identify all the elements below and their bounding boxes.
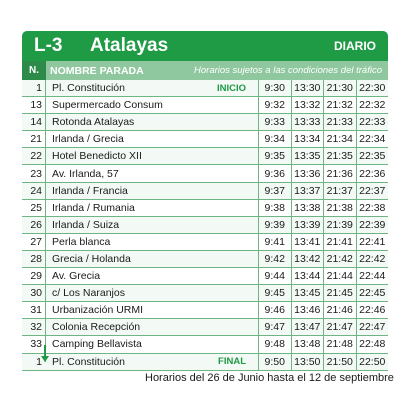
departure-time-4: 22:48	[356, 336, 389, 352]
stop-name: Hotel Benedicto XII	[52, 150, 142, 163]
route-name: Atalayas	[90, 35, 169, 56]
stop-name: Rotonda Atalayas	[52, 116, 135, 129]
stop-number: 29	[30, 270, 42, 283]
stop-number: 31	[30, 304, 42, 317]
stop-tag: INICIO	[216, 82, 246, 94]
departure-time-3: 21:32	[323, 97, 356, 113]
departure-time-4: 22:39	[356, 217, 389, 233]
departure-time-2: 13:50	[291, 354, 324, 370]
departure-time-3: 21:38	[323, 200, 356, 216]
departure-time-3: 21:36	[323, 165, 356, 181]
stop-number: 26	[30, 218, 42, 231]
stop-number: 14	[30, 116, 42, 129]
timetable	[22, 80, 388, 371]
table-row	[22, 165, 388, 182]
departure-time-1: 9:36	[258, 165, 291, 181]
departure-time-1: 9:48	[258, 336, 291, 352]
stop-name: Av. Grecia	[52, 270, 101, 283]
departure-time-2: 13:38	[291, 200, 324, 216]
stop-number: 27	[30, 235, 42, 248]
departure-time-4: 22:38	[356, 200, 389, 216]
departure-time-2: 13:34	[291, 131, 324, 147]
column-header-number: N.	[22, 61, 46, 80]
table-row	[22, 302, 388, 319]
departure-time-4: 22:30	[356, 80, 389, 96]
departure-time-1: 9:39	[258, 217, 291, 233]
stop-number: 22	[30, 150, 42, 163]
stop-name: Grecia / Holanda	[52, 252, 131, 265]
departure-time-2: 13:47	[291, 319, 324, 335]
departure-time-2: 13:48	[291, 336, 324, 352]
departure-time-4: 22:32	[356, 97, 389, 113]
departure-time-2: 13:42	[291, 251, 324, 267]
departure-time-1: 9:41	[258, 234, 291, 250]
departure-time-2: 13:32	[291, 97, 324, 113]
departure-time-2: 13:37	[291, 183, 324, 199]
departure-time-3: 21:48	[323, 336, 356, 352]
stop-number: 32	[30, 321, 42, 334]
stop-name: Av. Irlanda, 57	[52, 167, 119, 180]
stop-name: Supermercado Consum	[52, 99, 163, 112]
departure-time-3: 21:45	[323, 285, 356, 301]
frequency-label: DIARIO	[334, 39, 376, 53]
departure-time-1: 9:30	[258, 80, 291, 96]
stop-number: 1	[36, 82, 42, 95]
stop-number: 24	[30, 184, 42, 197]
departure-time-2: 13:30	[291, 80, 324, 96]
stop-name: Pl. Constitución	[52, 355, 125, 368]
departure-time-3: 21:50	[323, 354, 356, 370]
departure-time-4: 22:37	[356, 183, 389, 199]
route-header	[22, 31, 388, 61]
departure-time-1: 9:32	[258, 97, 291, 113]
table-row	[22, 183, 388, 200]
table-row	[22, 200, 388, 217]
departure-time-3: 21:34	[323, 131, 356, 147]
departure-time-4: 22:42	[356, 251, 389, 267]
table-subheader	[22, 61, 388, 80]
stop-name: Irlanda / Rumania	[52, 201, 135, 214]
departure-time-1: 9:35	[258, 148, 291, 164]
departure-time-3: 21:37	[323, 183, 356, 199]
table-row	[22, 336, 388, 353]
departure-time-1: 9:42	[258, 251, 291, 267]
table-row	[22, 268, 388, 285]
departure-time-3: 21:42	[323, 251, 356, 267]
departure-time-2: 13:41	[291, 234, 324, 250]
departure-time-2: 13:46	[291, 302, 324, 318]
departure-time-3: 21:35	[323, 148, 356, 164]
departure-time-1: 9:45	[258, 285, 291, 301]
departure-time-1: 9:46	[258, 302, 291, 318]
stop-name: c/ Los Naranjos	[52, 287, 125, 300]
stop-number: 28	[30, 252, 42, 265]
table-row	[22, 131, 388, 148]
table-row	[22, 285, 388, 302]
validity-footnote: Horarios del 26 de Junio hasta el 12 de septiembre	[145, 372, 394, 384]
departure-time-4: 22:44	[356, 268, 389, 284]
stop-name: Perla blanca	[52, 235, 111, 248]
stop-name: Irlanda / Francia	[52, 184, 128, 197]
departure-time-2: 13:39	[291, 217, 324, 233]
stop-number-divider	[45, 80, 46, 362]
departure-time-3: 21:33	[323, 114, 356, 130]
departure-time-3: 21:44	[323, 268, 356, 284]
departure-time-4: 22:34	[356, 131, 389, 147]
stop-number: 1	[36, 355, 42, 368]
departure-time-4: 22:45	[356, 285, 389, 301]
departure-time-1: 9:33	[258, 114, 291, 130]
departure-time-2: 13:35	[291, 148, 324, 164]
stop-number: 23	[30, 167, 42, 180]
traffic-notice: Horarios sujetos a las condiciones del tráfico	[194, 65, 382, 76]
stop-number: 13	[30, 99, 42, 112]
departure-time-1: 9:44	[258, 268, 291, 284]
stop-tag: FINAL	[218, 356, 246, 368]
table-row	[22, 97, 388, 114]
table-row	[22, 217, 388, 234]
stop-name: Colonia Recepción	[52, 321, 141, 334]
direction-arrow-head-icon	[41, 356, 49, 362]
departure-time-1: 9:34	[258, 131, 291, 147]
stop-number: 30	[30, 287, 42, 300]
stop-number: 25	[30, 201, 42, 214]
departure-time-1: 9:37	[258, 183, 291, 199]
departure-time-4: 22:41	[356, 234, 389, 250]
departure-time-2: 13:45	[291, 285, 324, 301]
departure-time-1: 9:47	[258, 319, 291, 335]
departure-time-2: 13:44	[291, 268, 324, 284]
table-row	[22, 234, 388, 251]
departure-time-3: 21:46	[323, 302, 356, 318]
table-row	[22, 354, 388, 371]
departure-time-3: 21:47	[323, 319, 356, 335]
departure-time-4: 22:50	[356, 354, 389, 370]
route-code: L-3	[34, 35, 63, 56]
table-row	[22, 80, 388, 97]
stop-name: Irlanda / Grecia	[52, 133, 124, 146]
table-row	[22, 251, 388, 268]
table-row	[22, 148, 388, 165]
departure-time-3: 21:39	[323, 217, 356, 233]
departure-time-2: 13:36	[291, 165, 324, 181]
departure-time-1: 9:50	[258, 354, 291, 370]
table-row	[22, 114, 388, 131]
departure-time-4: 22:36	[356, 165, 389, 181]
stop-name: Camping Bellavista	[52, 338, 142, 351]
table-row	[22, 319, 388, 336]
departure-time-4: 22:33	[356, 114, 389, 130]
stop-number: 33	[30, 338, 42, 351]
departure-time-2: 13:33	[291, 114, 324, 130]
stop-name: Urbanización URMI	[52, 304, 144, 317]
column-header-stop-name: NOMBRE PARADA	[50, 64, 144, 77]
departure-time-4: 22:47	[356, 319, 389, 335]
departure-time-1: 9:38	[258, 200, 291, 216]
departure-time-3: 21:30	[323, 80, 356, 96]
stop-name: Irlanda / Suiza	[52, 218, 120, 231]
stop-name: Pl. Constitución	[52, 82, 125, 95]
departure-time-4: 22:46	[356, 302, 389, 318]
stop-number: 21	[30, 133, 42, 146]
departure-time-4: 22:35	[356, 148, 389, 164]
departure-time-3: 21:41	[323, 234, 356, 250]
